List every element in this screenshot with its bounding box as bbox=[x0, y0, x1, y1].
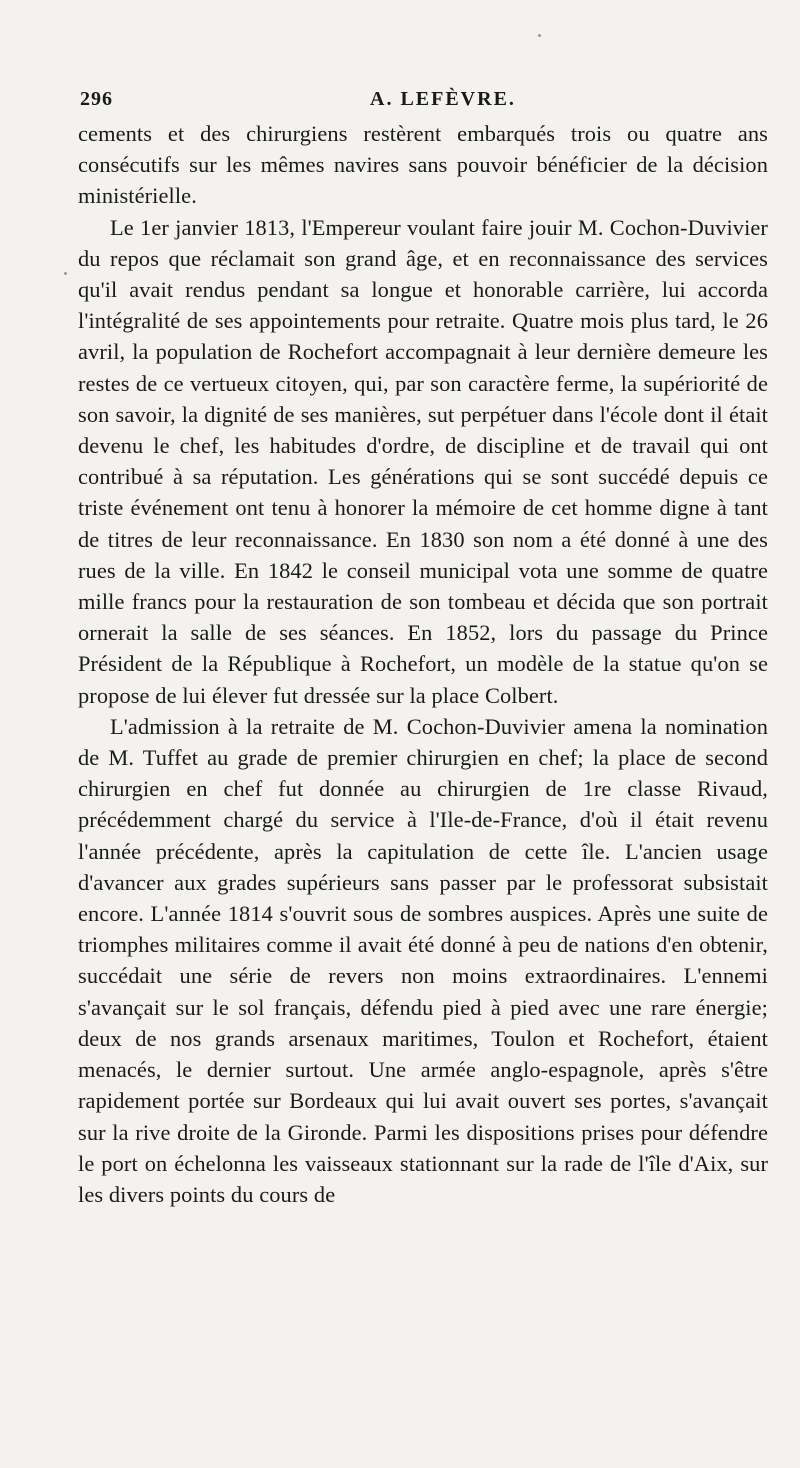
paragraph-1: cements et des chirurgiens restèrent embarqués trois ou quatre ans consécutifs sur les mêmes navires sans pouvoir bénéficier de la décision ministérielle. bbox=[78, 121, 768, 209]
paragraph-2: Le 1er janvier 1813, l'Empereur voulant faire jouir M. Cochon-Duvivier du repos que réclamait son grand âge, et en reconnaissance des services qu'il avait rendus pendant sa longue et honorable carrière, lui accorda l'intégralité de ses appointements pour retraite. Quatre mois plus tard, le 26 avril, la population de Rochefort accompagnait à leur dernière demeure les restes de ce vertueux citoyen, qui, par son caractère ferme, la supériorité de son savoir, la dignité de ses manières, sut perpétuer dans l'école dont il était devenu le chef, les habitudes d'ordre, de discipline et de travail qui ont contribué à sa réputation. Les générations qui se sont succédé depuis ce triste événement ont tenu à honorer la mémoire de cet homme digne à tant de titres de leur reconnaissance. En 1830 son nom a été donné à une des rues de la ville. En 1842 le conseil municipal vota une somme de quatre mille francs pour la restauration de son tombeau et décida que son portrait ornerait la salle de ses séances. En 1852, lors du passage du Prince Président de la République à Rochefort, un modèle de la statue qu'on se propose de lui élever fut dressée sur la place Colbert. bbox=[78, 214, 768, 708]
book-page bbox=[78, 84, 768, 1210]
page-number: 296 bbox=[80, 88, 113, 110]
body-text bbox=[78, 118, 768, 1210]
paragraph-3: L'admission à la retraite de M. Cochon-Duvivier amena la nomination de M. Tuffet au grade de premier chirurgien en chef; la place de second chirurgien en chef fut donnée au chirurgien de 1re classe Rivaud, précédemment chargé du service à l'Ile-de-France, d'où il était revenu l'année précédente, après la capitulation de cette île. L'ancien usage d'avancer aux grades supérieurs sans passer par le professorat subsistait encore. L'année 1814 s'ouvrit sous de sombres auspices. Après une suite de triomphes militaires comme il avait été donné à peu de nations d'en obtenir, succédait une série de revers non moins extraordinaires. L'ennemi s'avançait sur le sol français, défendu pied à pied avec une rare énergie; deux de nos grands arsenaux maritimes, Toulon et Rochefort, étaient menacés, le dernier surtout. Une armée anglo-espagnole, après s'être rapidement portée sur Bordeaux qui lui avait ouvert ses portes, s'avançait sur la rive droite de la Gironde. Parmi les dispositions prises pour défendre le port on échelonna les vaisseaux stationnant sur la rade de l'île d'Aix, sur les divers points du cours de bbox=[78, 713, 768, 1207]
running-head bbox=[78, 84, 768, 118]
running-title: A. LEFÈVRE. bbox=[370, 88, 516, 110]
print-speck bbox=[538, 34, 541, 37]
print-speck bbox=[64, 272, 67, 275]
